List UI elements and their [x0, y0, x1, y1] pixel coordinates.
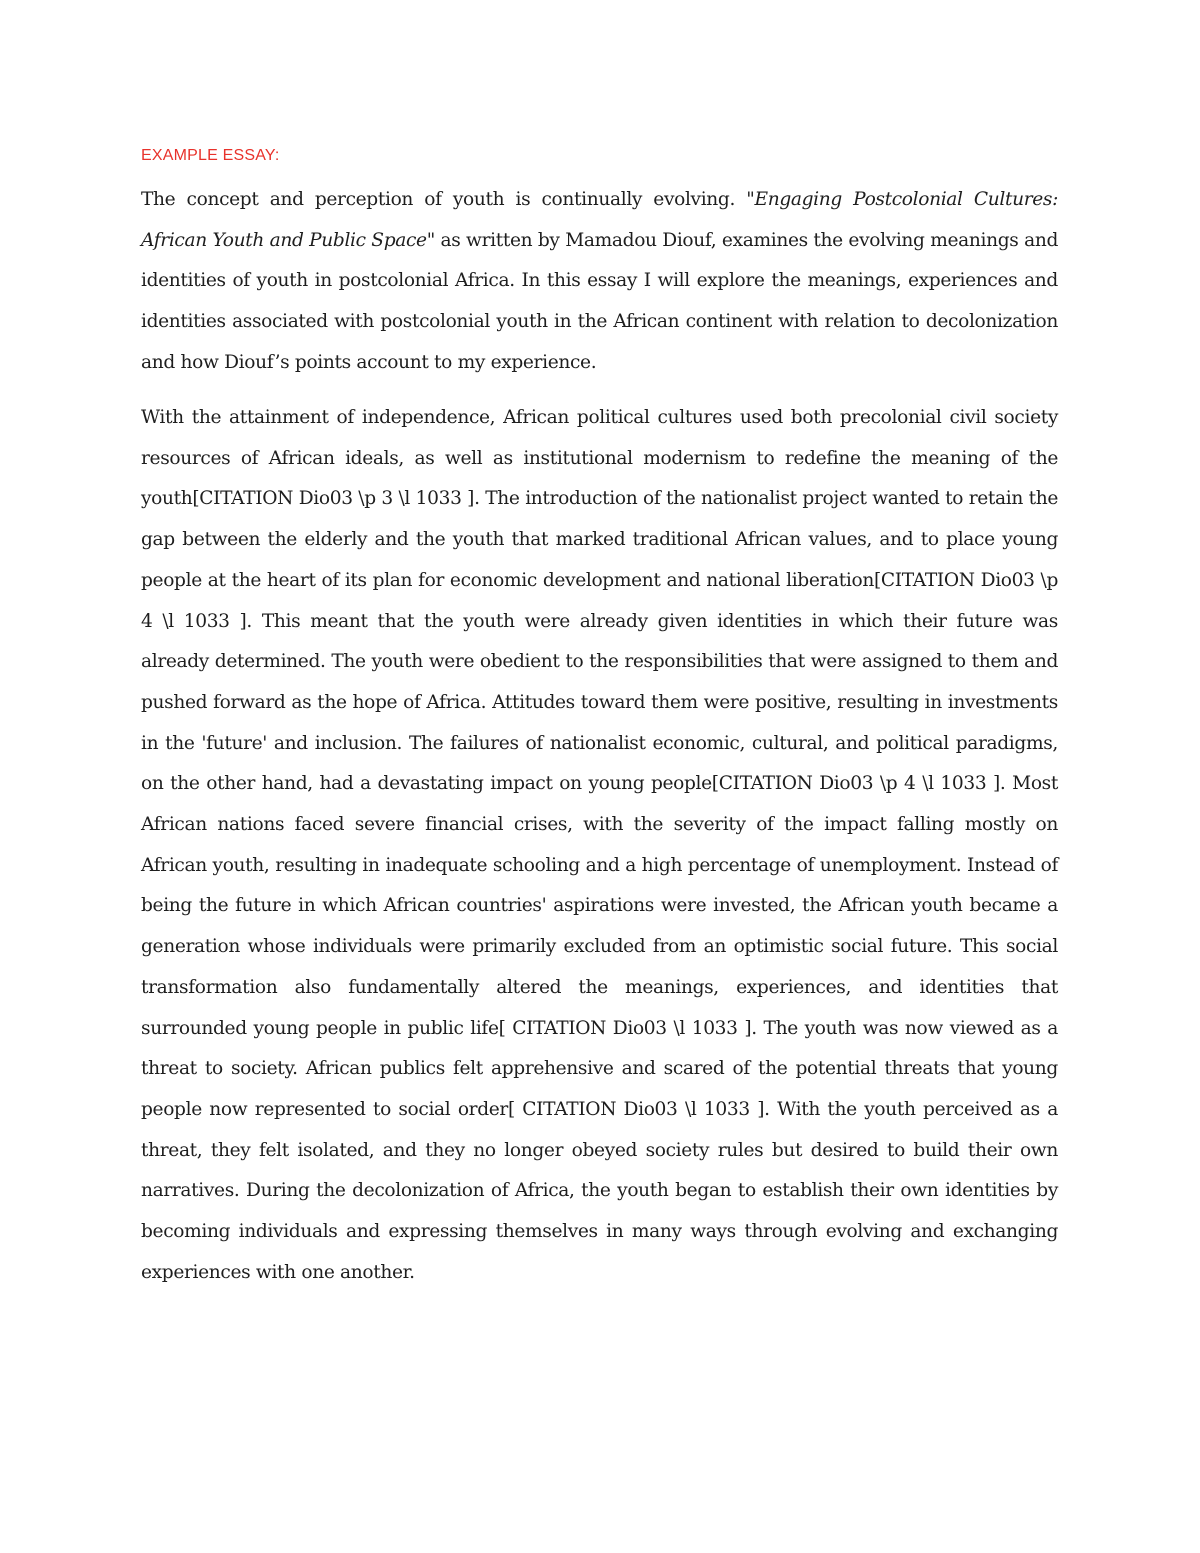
- intro-text-start: The concept and perception of youth is continually evolving.: [141, 189, 747, 210]
- essay-heading: EXAMPLE ESSAY:: [141, 147, 280, 164]
- intro-text-end: as written by Mamadou Diouf, examines the evolving meanings and identities of youth in postcolonial Africa. In this essay I will explore the meanings, experiences and identities associated with postcolonial youth in the African continent with relation to decolonization and how Diouf’s points account to my experience.: [141, 229, 1058, 373]
- paragraph-body: With the attainment of independence, African political cultures used both precolonial civil society resources of African ideals, as well as institutional modernism to redefine the meaning of the youth[CITATION Dio03 \p 3 \l 1033 ]. The introduction of the nationalist project wanted to retain the gap between the elderly and the youth that marked traditional African values, and to place young people at the heart of its plan for economic development and national liberation[CITATION Dio03 \p 4 \l 1033 ]. This meant that the youth were already given identities in which their future was already determined. The youth were obedient to the responsibilities that were assigned to them and pushed forward as the hope of Africa. Attitudes toward them were positive, resulting in investments in the 'future' and inclusion. The failures of nationalist economic, cultural, and political paradigms, on the other hand, had a devastating impact on young people[CITATION Dio03 \p 4 \l 1033 ]. Most African nations faced severe financial crises, with the severity of the impact falling mostly on African youth, resulting in inadequate schooling and a high percentage of unemployment. Instead of being the future in which African countries' aspirations were invested, the African youth became a generation whose individuals were primarily excluded from an optimistic social future. This social transformation also fundamentally altered the meanings, experiences, and identities that surrounded young people in public life[ CITATION Dio03 \l 1033 ]. The youth was now viewed as a threat to society. African publics felt apprehensive and scared of the potential threats that young people now represented to social order[ CITATION Dio03 \l 1033 ]. With the youth perceived as a threat, they felt isolated, and they no longer obeyed society rules but desired to build their own narratives. During the decolonization of Africa, the youth began to establish their own identities by becoming individuals and expressing themselves in many ways through evolving and exchanging experiences with one another.: [141, 407, 1058, 1283]
- book-title: "Engaging Postcolonial Cultures: African Youth and Public Space": [141, 189, 1058, 251]
- paragraph-intro: [141, 180, 1058, 384]
